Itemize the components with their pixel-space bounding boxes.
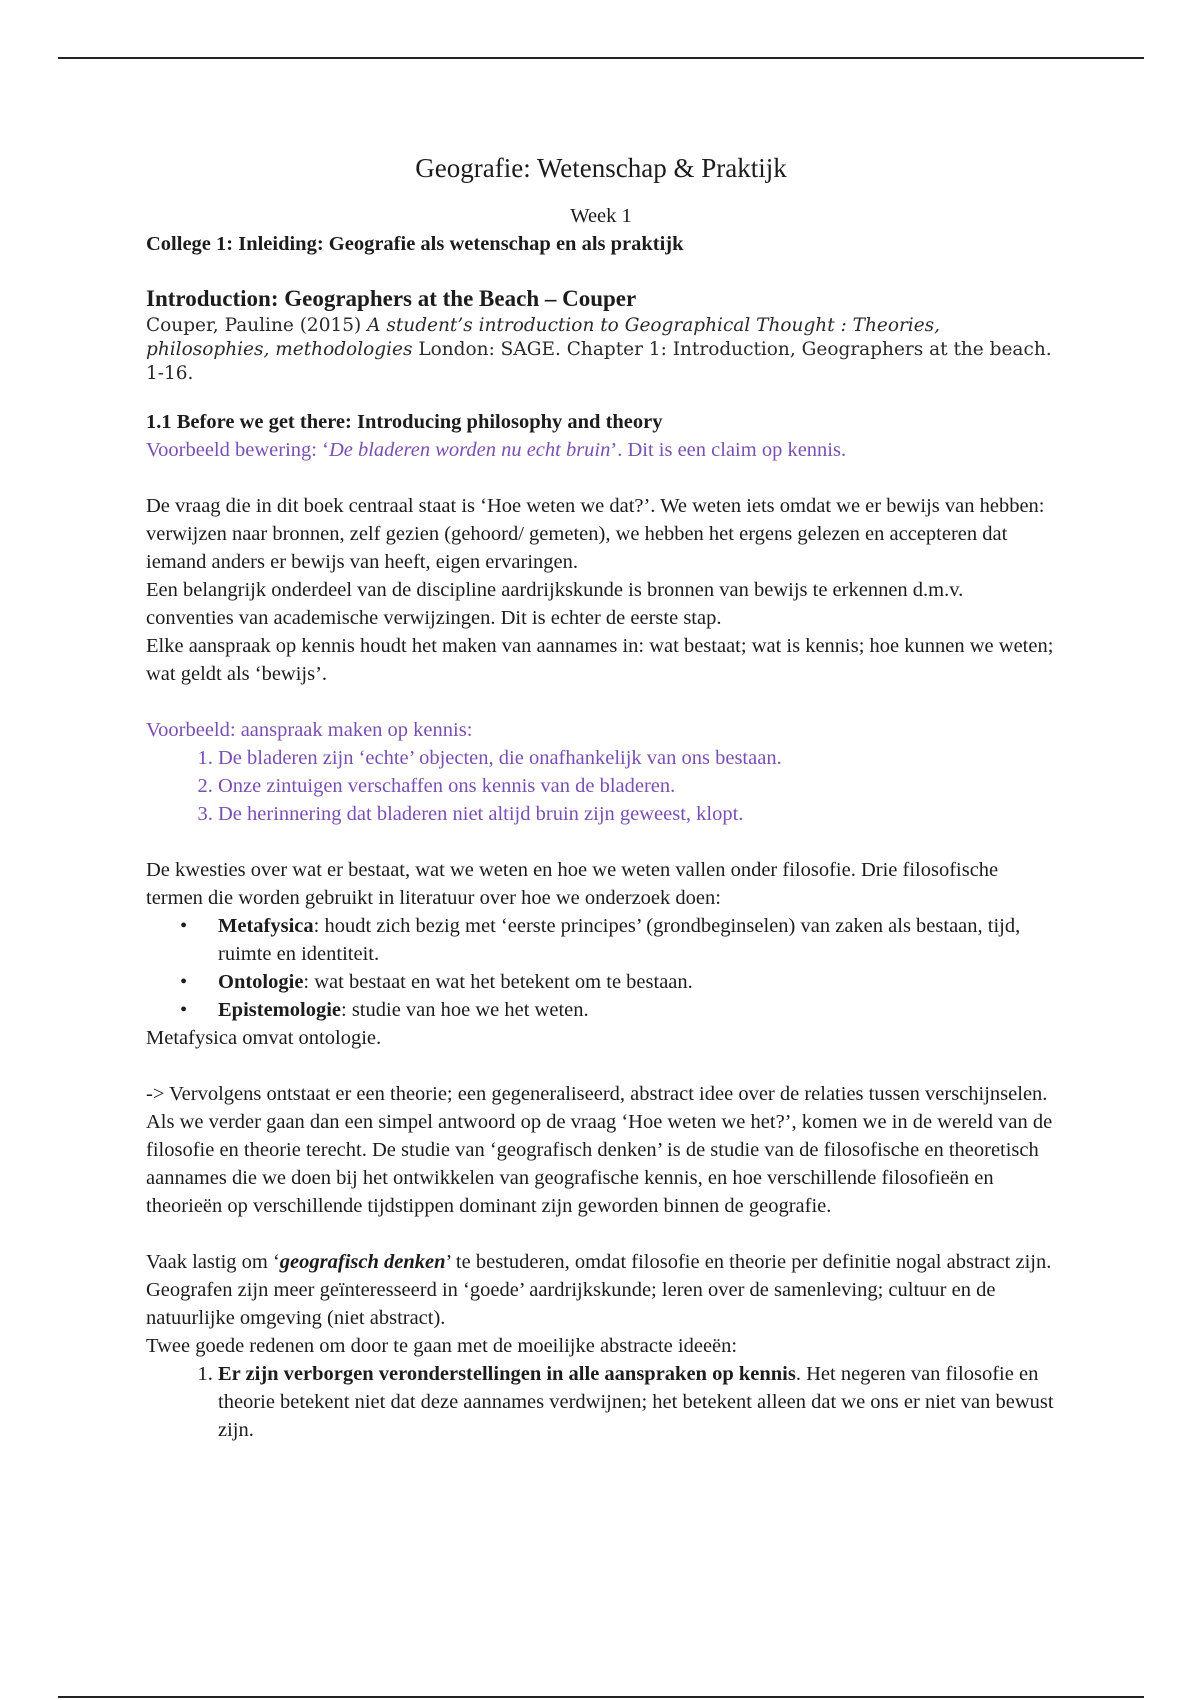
reference-author: Couper, Pauline (2015) [146, 315, 368, 336]
bullet-icon: • [180, 915, 188, 937]
bullet-icon: • [180, 971, 188, 993]
example-prefix: Voorbeeld bewering: ‘ [146, 439, 329, 461]
reference-title: A student’s introduction to Geographical Thought : Theories, philosophies, methodologies [146, 315, 941, 360]
term-desc: : wat bestaat en wat het betekent om te bestaan. [303, 971, 693, 993]
term: Metafysica [218, 915, 314, 937]
paragraph-3: Elke aanspraak op kennis houdt het maken van aannames in: wat bestaat; wat is kennis; hoe kunnen we weten; wat geldt als ‘bewijs’. [146, 635, 1054, 685]
paragraph-4: De kwesties over wat er bestaat, wat we weten en hoe we weten vallen onder filosofie. Drie filosofische termen die worden gebruikt in literatuur over hoe we onderzoek doen: [146, 859, 999, 909]
paragraph-8 [146, 1248, 1056, 1332]
reason-rest: . Het negeren van filosofie en theorie betekent niet dat deze aannames verdwijnen; het betekent alleen dat we ons er niet van bewust zijn. [218, 1363, 1054, 1441]
bottom-rule [58, 1696, 1144, 1698]
list-item [180, 968, 1056, 996]
paragraph-2: Een belangrijk onderdeel van de discipline aardrijkskunde is bronnen van bewijs te erkennen d.m.v. conventies van academische verwijzingen. Dit is echter de eerste stap. [146, 579, 964, 629]
top-rule [58, 57, 1144, 59]
intro-heading: Introduction: Geographers at the Beach – Couper [146, 286, 637, 311]
document-title: Geografie: Wetenschap & Praktijk [415, 153, 787, 183]
term: Ontologie [218, 971, 304, 993]
term-desc: : studie van hoe we het weten. [341, 999, 589, 1021]
para8-bold: geografisch denken [279, 1251, 446, 1273]
list-item: 2. Onze zintuigen verschaffen ons kennis van de bladeren. [218, 772, 1056, 800]
reason-bold: Er zijn verborgen veronderstellingen in alle aanspraken op kennis [218, 1363, 796, 1385]
list-item [180, 996, 1056, 1024]
terms-list [146, 912, 1056, 1024]
list-item: 1. De bladeren zijn ‘echte’ objecten, die onafhankelijk van ons bestaan. [218, 744, 1056, 772]
para8-prefix: Vaak lastig om ‘ [146, 1251, 280, 1273]
example-2-heading: Voorbeeld: aanspraak maken op kennis: [146, 719, 473, 741]
paragraph-9: Twee goede redenen om door te gaan met de moeilijke abstracte ideeën: [146, 1335, 738, 1357]
reasons-list [146, 1360, 1056, 1444]
section-heading: 1.1 Before we get there: Introducing philosophy and theory [146, 411, 663, 433]
example-italic: De bladeren worden nu echt bruin [328, 439, 611, 461]
paragraph-6: -> Vervolgens ontstaat er een theorie; een gegeneraliseerd, abstract idee over de relaties tussen verschijnselen. [146, 1083, 1048, 1105]
reference-rest: London: SAGE. Chapter 1: Introduction, Geographers at the beach. 1-16. [146, 339, 1052, 384]
document-page [146, 140, 1056, 1444]
list-item [180, 912, 1056, 968]
example-2-list [146, 744, 1056, 828]
example-suffix: ’. Dit is een claim op kennis. [610, 439, 847, 461]
paragraph-5: Metafysica omvat ontologie. [146, 1027, 382, 1049]
example-claim [146, 436, 1056, 464]
reference [146, 314, 1056, 386]
paragraph-7: Als we verder gaan dan een simpel antwoord op de vraag ‘Hoe weten we het?’, komen we in de wereld van de filosofie en theorie terecht. De studie van ‘geografisch denken’ is de studie van de filosofische en theoretisch aannames die we doen bij het ontwikkelen van geografische kennis, en hoe verschillende filosofieën en theorieën op verschillende tijdstippen dominant zijn geworden binnen de geografie. [146, 1111, 1053, 1217]
para8-suffix: ’ te bestuderen, omdat filosofie en theorie per definitie nogal abstract zijn. Geografen zijn meer geïnteresseerd in ‘goede’ aardrijkskunde; leren over de samenleving; cultuur en de natuurlijke omgeving (niet abstract). [146, 1251, 1052, 1329]
bullet-icon: • [180, 999, 188, 1021]
term-desc: : houdt zich bezig met ‘eerste principes’ (grondbeginselen) van zaken als bestaan, tijd, ruimte en identiteit. [218, 915, 1021, 965]
paragraph-1: De vraag die in dit boek centraal staat is ‘Hoe weten we dat?’. We weten iets omdat we er bewijs van hebben: verwijzen naar bronnen, zelf gezien (gehoord/ gemeten), we hebben het ergens gelezen en accepteren dat iemand anders er bewijs van heeft, eigen ervaringen. [146, 495, 1045, 573]
week-label: Week 1 [570, 205, 632, 227]
list-item [218, 1360, 1056, 1444]
list-item: 3. De herinnering dat bladeren niet altijd bruin zijn geweest, klopt. [218, 800, 1056, 828]
term: Epistemologie [218, 999, 341, 1021]
college-heading: College 1: Inleiding: Geografie als wetenschap en als praktijk [146, 233, 684, 255]
